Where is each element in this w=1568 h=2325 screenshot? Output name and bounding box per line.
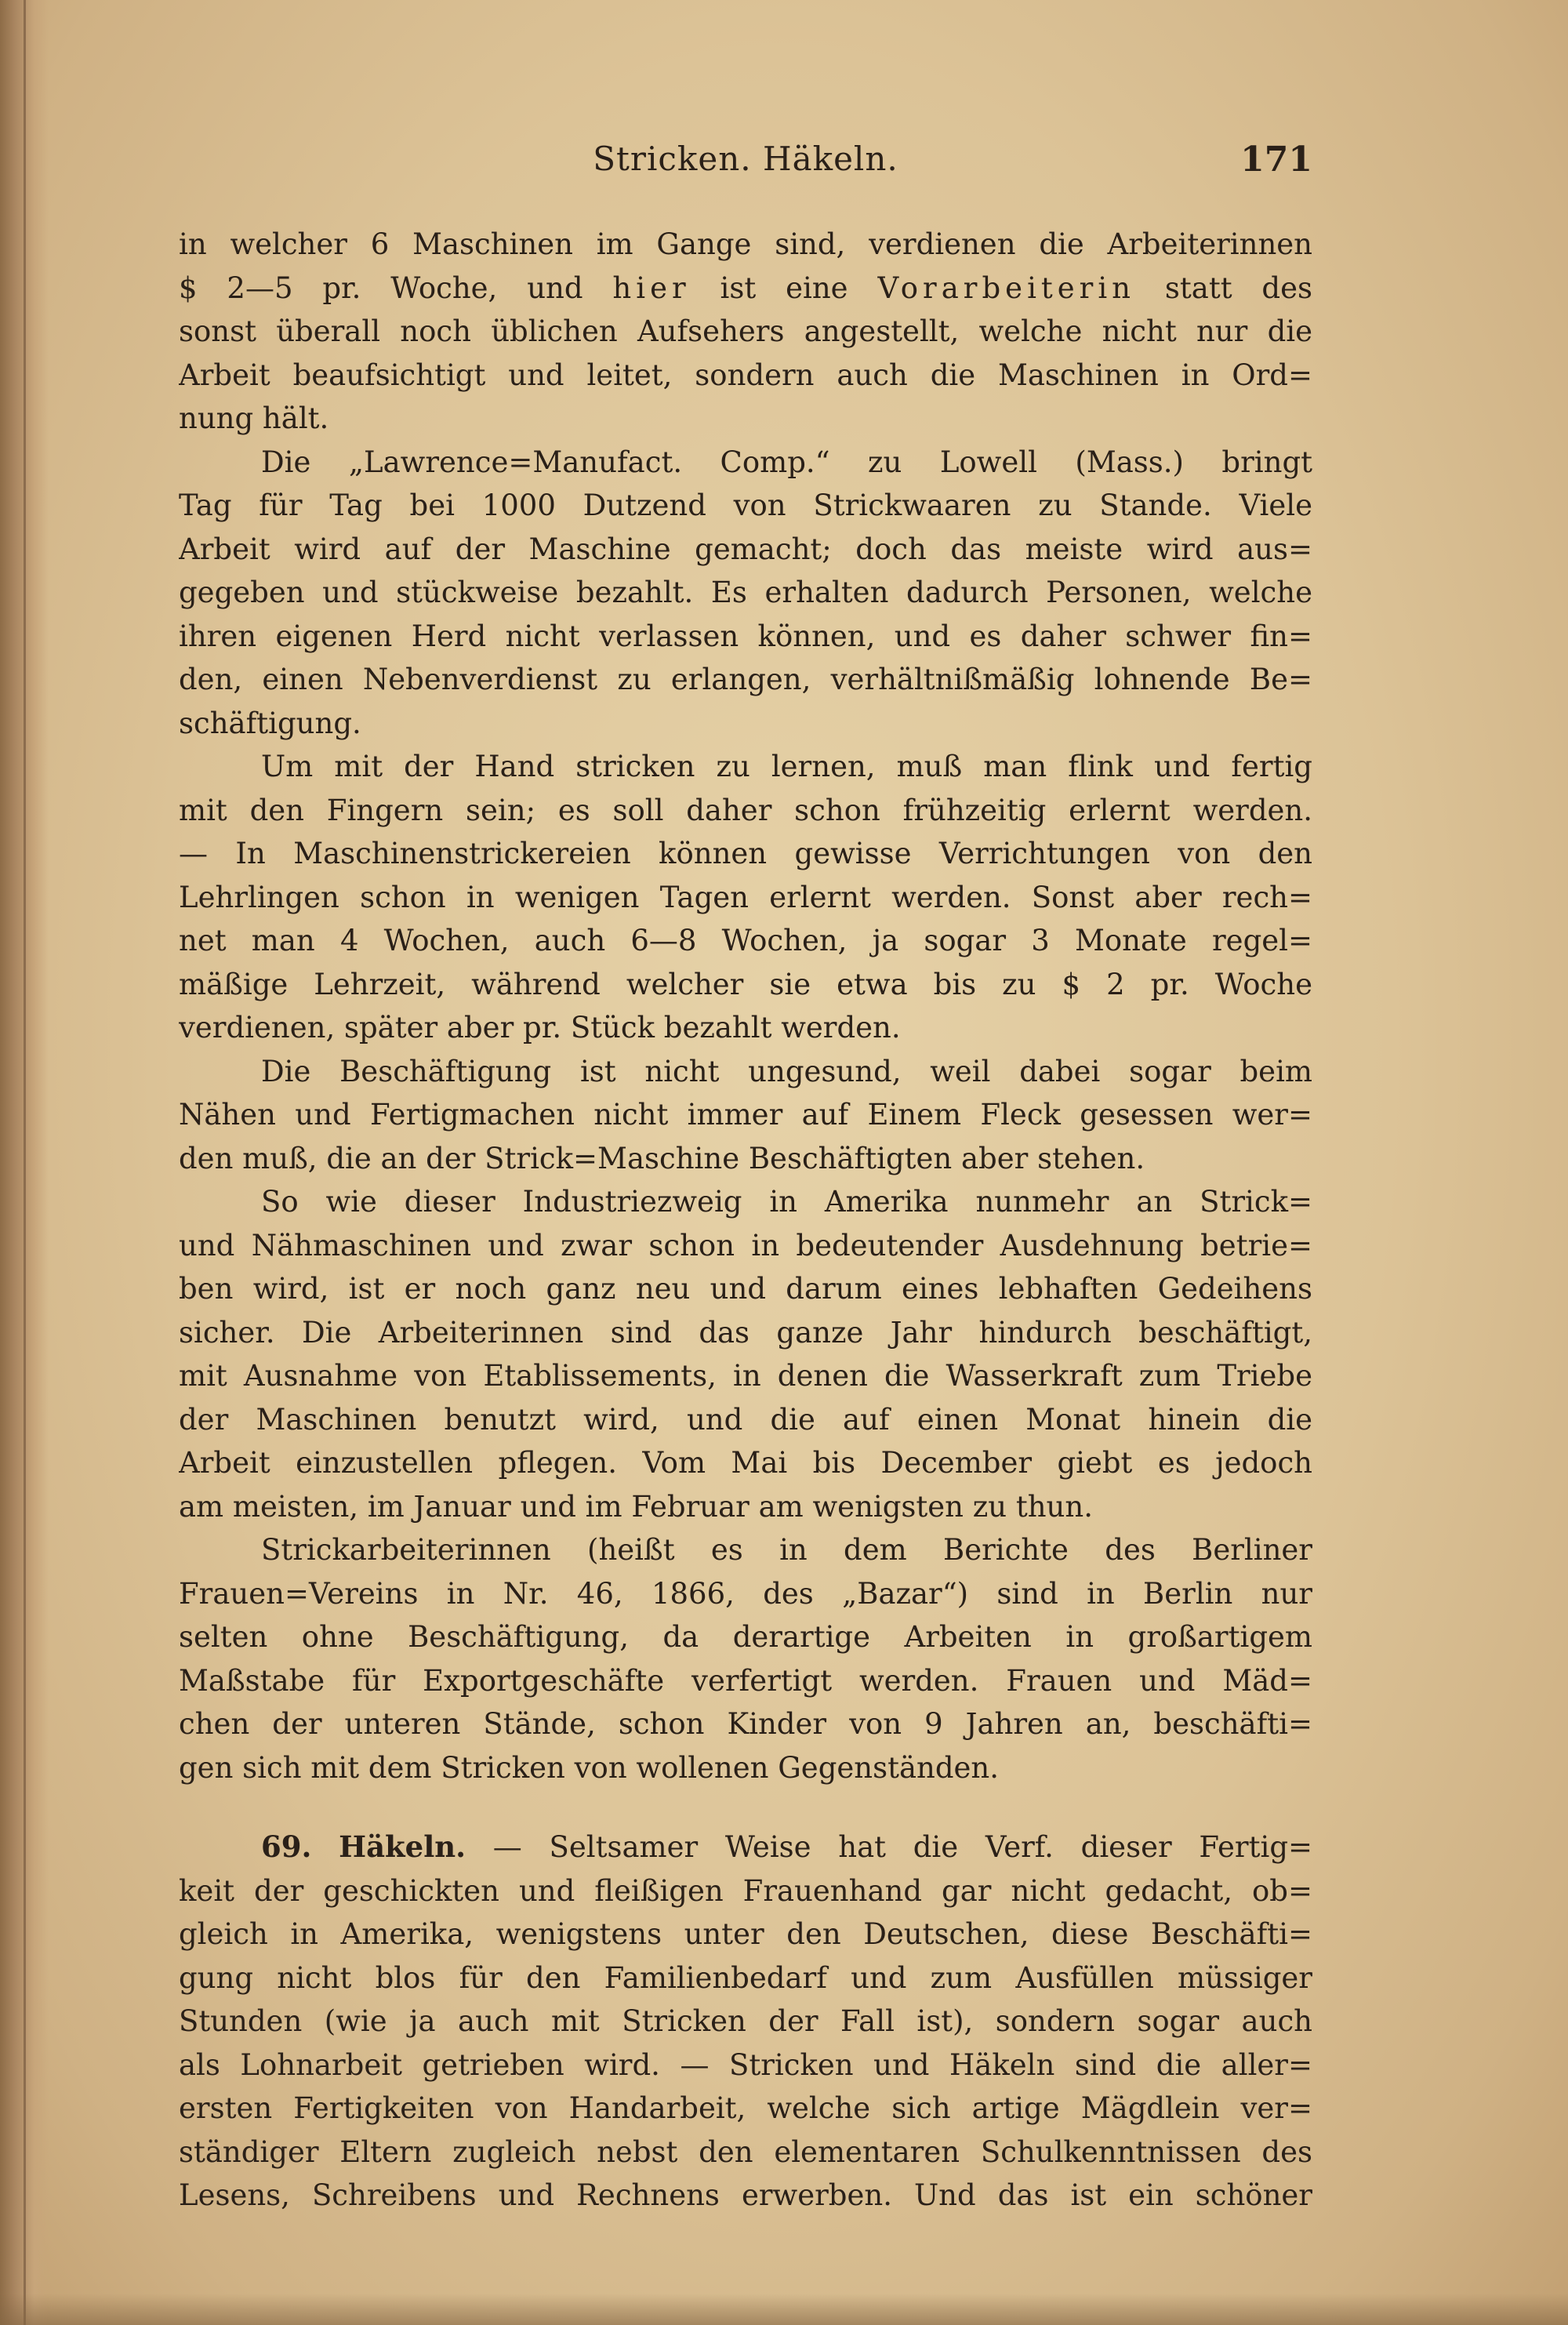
text-line: keit der geschickten und fleißigen Frauenhand gar nicht gedacht, ob= <box>179 1873 1312 1908</box>
section-gap <box>179 1789 1312 1825</box>
text-line: sicher. Die Arbeiterinnen sind das ganze Jahr hindurch beschäftigt, <box>179 1315 1312 1350</box>
text-line: gung nicht blos für den Familienbedarf und zum Ausfüllen müssiger <box>179 1960 1312 1995</box>
text-line: mäßige Lehrzeit, während welcher sie etwa bis zu $ 2 pr. Woche <box>179 967 1312 1001</box>
text-line: der Maschinen benutzt wird, und die auf einen Monat hinein die <box>179 1402 1312 1437</box>
text-line: So wie dieser Industriezweig in Amerika nunmehr an Strick= <box>261 1185 1312 1219</box>
text-line: Arbeit einzustellen pflegen. Vom Mai bis December giebt es jedoch <box>179 1446 1312 1480</box>
text-line: Frauen=Vereins in Nr. 46, 1866, des „Bazar“) sind in Berlin nur <box>179 1576 1312 1611</box>
text-line: Um mit der Hand stricken zu lernen, muß man flink und fertig <box>261 750 1312 783</box>
text-line: Arbeit beaufsichtigt und leitet, sondern auch die Maschinen in Ord= <box>179 358 1312 392</box>
text-line: verdienen, später aber pr. Stück bezahlt werden. <box>179 1011 901 1044</box>
text-line: ben wird, ist er noch ganz neu und darum eines lebhaften Gedeihens <box>179 1272 1312 1306</box>
binding-line <box>24 0 26 2325</box>
section-title: Häkeln. <box>339 1829 466 1864</box>
text-line: Stunden (wie ja auch mit Stricken der Fall ist), sondern sogar auch <box>179 2004 1312 2038</box>
text-line: nung hält. <box>179 401 329 435</box>
text-line: den muß, die an der Strick=Maschine Beschäftigten aber stehen. <box>179 1141 1145 1175</box>
text-line: Tag für Tag bei 1000 Dutzend von Strickwaaren zu Stande. Viele <box>179 489 1312 522</box>
text-line: sonst überall noch üblichen Aufsehers angestellt, welche nicht nur die <box>179 314 1312 348</box>
text-line <box>179 267 1312 311</box>
text-line: selten ohne Beschäftigung, da derartige Arbeiten in großartigem <box>179 1620 1312 1654</box>
text-line: net man 4 Wochen, auch 6—8 Wochen, ja sogar 3 Monate regel= <box>179 924 1312 957</box>
text-line: gen sich mit dem Stricken von wollenen Gegenständen. <box>179 1750 1000 1785</box>
text-line: chen der unteren Stände, schon Kinder von 9 Jahren an, beschäfti= <box>179 1707 1312 1741</box>
text-line: Die Beschäftigung ist nicht ungesund, weil dabei sogar beim <box>261 1054 1312 1088</box>
emphasis-hier: hier <box>612 271 691 305</box>
text-line: ihren eigenen Herd nicht verlassen können, und es daher schwer fin= <box>179 619 1312 653</box>
text-line: Maßstabe für Exportgeschäfte verfertigt werden. Frauen und Mäd= <box>179 1663 1312 1698</box>
text-line: gleich in Amerika, wenigstens unter den Deutschen, diese Beschäfti= <box>179 1917 1312 1951</box>
text-line: und Nähmaschinen und zwar schon in bedeutender Ausdehnung betrie= <box>179 1228 1312 1262</box>
page-number: 171 <box>1240 140 1312 180</box>
text-span: $ 2—5 pr. Woche, und <box>179 271 613 305</box>
text-line: — In Maschinenstrickereien können gewisse Verrichtungen von den <box>179 837 1312 870</box>
text-line: Strickarbeiterinnen (heißt es in dem Berichte des Berliner <box>261 1533 1312 1567</box>
text-span: ist eine <box>690 271 878 305</box>
text-line: ersten Fertigkeiten von Handarbeit, welche sich artige Mägdlein ver= <box>179 2091 1312 2125</box>
text-line: Arbeit wird auf der Maschine gemacht; doch das meiste wird aus= <box>179 532 1312 566</box>
text-line: mit den Fingern sein; es soll daher schon frühzeitig erlernt werden. <box>179 793 1312 827</box>
text-line: Lesens, Schreibens und Rechnens erwerben. Und das ist ein schöner <box>179 2178 1312 2212</box>
emphasis-vorarbeiterin: Vorarbeiterin <box>877 271 1136 305</box>
text-line: Nähen und Fertigmachen nicht immer auf Einem Fleck gesessen wer= <box>179 1098 1312 1132</box>
section-number: 69. <box>261 1829 312 1864</box>
section-heading-line <box>179 1825 1312 1869</box>
text-line: Die „Lawrence=Manufact. Comp.“ zu Lowell (Mass.) bringt <box>261 445 1312 479</box>
text-line: in welcher 6 Maschinen im Gange sind, verdienen die Arbeiterinnen <box>179 227 1312 261</box>
page-header <box>179 140 1312 187</box>
text-line: ständiger Eltern zugleich nebst den elementaren Schulkenntnissen des <box>179 2134 1312 2169</box>
text-span: statt des <box>1135 271 1312 305</box>
text-line: schäftigung. <box>179 706 361 740</box>
running-head: Stricken. Häkeln. <box>593 140 898 178</box>
text-line: als Lohnarbeit getrieben wird. — Stricken und Häkeln sind die aller= <box>179 2047 1312 2082</box>
page-bottom-edge <box>0 2294 1568 2325</box>
text-line: am meisten, im Januar und im Februar am wenigsten zu thun. <box>179 1489 1093 1524</box>
text-line: Lehrlingen schon in wenigen Tagen erlernt werden. Sonst aber rech= <box>179 880 1312 914</box>
text-line: gegeben und stückweise bezahlt. Es erhalten dadurch Personen, welche <box>179 576 1312 609</box>
text-line: mit Ausnahme von Etablissements, in denen die Wasserkraft zum Triebe <box>179 1359 1312 1393</box>
text-line: den, einen Nebenverdienst zu erlangen, verhältnißmäßig lohnende Be= <box>179 663 1312 696</box>
text-block <box>179 223 1312 2218</box>
text-span: — Seltsamer Weise hat die Verf. dieser Fertig= <box>466 1830 1312 1864</box>
